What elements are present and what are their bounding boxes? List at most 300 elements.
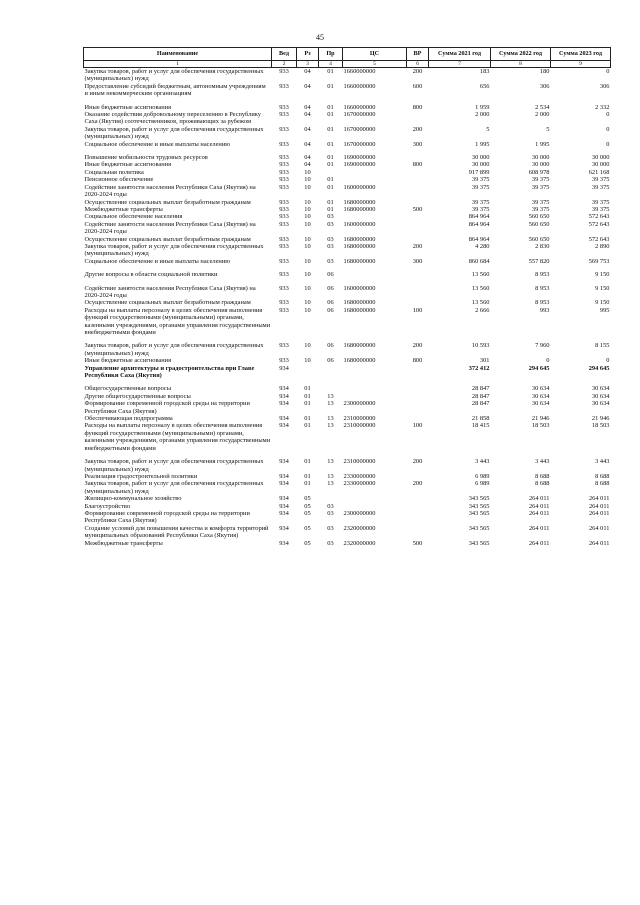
cell-sum-2022: 560 650 bbox=[528, 235, 550, 243]
cell-sum-2023: 8 155 bbox=[595, 342, 610, 350]
cell-name: Предоставление субсидий бюджетным, автономным учреждениям и иным некоммерческим организациям bbox=[84, 82, 266, 98]
cell-ved: 933 bbox=[279, 284, 289, 292]
cell-sum-2022: 0 bbox=[546, 357, 550, 365]
cell-vr bbox=[407, 285, 429, 300]
cell-cs: 1660000000 bbox=[343, 68, 376, 75]
cell-cs: 1600000000 bbox=[343, 284, 376, 292]
cell-sum-2022: 294 645 bbox=[528, 364, 550, 372]
cell-sum-2023: 572 643 bbox=[588, 220, 610, 228]
cell-sum-2022: 39 375 bbox=[531, 198, 550, 206]
cell-sum-2021: 864 964 bbox=[468, 213, 490, 221]
cell-sum-2023: 30 000 bbox=[591, 161, 610, 169]
cell-sum-2023: 0 bbox=[606, 357, 610, 365]
table-row bbox=[84, 342, 611, 357]
cell-ved: 933 bbox=[279, 213, 289, 221]
cell-rz: 05 bbox=[304, 509, 311, 517]
cell-sum-2023: 30 000 bbox=[591, 154, 610, 162]
header-name: Наименование bbox=[84, 48, 272, 61]
cell-cs: 2320000000 bbox=[343, 539, 376, 547]
cell-cs bbox=[343, 271, 407, 278]
cell-vr bbox=[407, 299, 429, 306]
cell-cs: 2310000000 bbox=[343, 458, 376, 466]
cell-cs: 1670000000 bbox=[343, 125, 376, 133]
cell-sum-2022: 1 995 bbox=[535, 140, 550, 148]
table-row bbox=[84, 503, 611, 510]
cell-pr: 03 bbox=[327, 539, 334, 547]
cell-pr: 13 bbox=[327, 415, 334, 423]
cell-name: Расходы на выплаты персоналу в целях обеспечения выполнения функций государственными (муниципальными) органами, казенными учреждениями, органами управления государственными внебюджетными фондами bbox=[84, 306, 271, 336]
cell-sum-2022: 8 953 bbox=[535, 284, 550, 292]
cell-sum-2021: 30 000 bbox=[471, 154, 490, 162]
cell-rz: 10 bbox=[304, 176, 311, 184]
cell-sum-2021: 6 989 bbox=[475, 480, 490, 488]
cell-sum-2021: 18 415 bbox=[471, 422, 490, 430]
column-number: 6 bbox=[407, 61, 429, 68]
cell-sum-2022: 306 bbox=[539, 82, 550, 90]
cell-sum-2022: 8 953 bbox=[535, 271, 550, 279]
cell-vr: 300 bbox=[412, 257, 423, 265]
cell-ved: 934 bbox=[279, 539, 289, 547]
table-row bbox=[84, 161, 611, 168]
column-number: 7 bbox=[429, 61, 491, 68]
cell-sum-2021: 28 847 bbox=[471, 400, 490, 408]
table-row bbox=[84, 422, 611, 452]
cell-sum-2021: 21 858 bbox=[471, 415, 490, 423]
cell-cs: 1690000000 bbox=[343, 161, 376, 169]
cell-name: Формирование современной городской среды на территории Республики Саха (Якутия) bbox=[84, 400, 250, 415]
cell-sum-2023: 0 bbox=[606, 140, 610, 148]
cell-sum-2023: 572 643 bbox=[588, 235, 610, 243]
page-number: 45 bbox=[316, 33, 324, 42]
cell-pr: 06 bbox=[327, 357, 334, 365]
cell-vr bbox=[407, 400, 429, 415]
table-header-row bbox=[84, 48, 611, 61]
cell-sum-2023: 30 634 bbox=[591, 392, 610, 400]
table-row bbox=[84, 206, 611, 213]
table-row bbox=[84, 473, 611, 480]
cell-sum-2022: 993 bbox=[539, 306, 550, 314]
cell-rz: 04 bbox=[304, 161, 311, 169]
cell-vr bbox=[407, 271, 429, 278]
cell-rz: 10 bbox=[304, 271, 311, 279]
header-rz: Рз bbox=[297, 48, 319, 61]
cell-ved: 933 bbox=[279, 161, 289, 169]
cell-sum-2023: 0 bbox=[606, 111, 610, 119]
cell-name: Закупка товаров, работ и услуг для обеспечения государственных (муниципальных) нужд bbox=[84, 342, 264, 357]
cell-rz: 10 bbox=[304, 257, 311, 265]
cell-cs bbox=[343, 393, 407, 400]
cell-ved: 933 bbox=[279, 103, 289, 111]
table-row bbox=[84, 221, 611, 236]
cell-cs: 1600000000 bbox=[343, 183, 376, 191]
cell-vr bbox=[407, 510, 429, 525]
cell-name: Иные бюджетные ассигнования bbox=[84, 103, 172, 111]
cell-ved: 933 bbox=[279, 111, 289, 119]
cell-cs bbox=[343, 176, 407, 183]
cell-pr: 01 bbox=[327, 140, 334, 148]
cell-cs: 1680000000 bbox=[343, 205, 376, 213]
cell-cs: 2310000000 bbox=[343, 415, 376, 423]
cell-rz: 01 bbox=[304, 385, 311, 393]
cell-sum-2021: 343 565 bbox=[468, 524, 490, 532]
cell-cs: 1680000000 bbox=[343, 299, 376, 307]
cell-sum-2022: 180 bbox=[539, 68, 550, 75]
cell-pr: 01 bbox=[327, 82, 334, 90]
cell-pr: 01 bbox=[327, 125, 334, 133]
cell-cs bbox=[343, 213, 407, 220]
cell-sum-2023: 2 890 bbox=[595, 242, 610, 250]
table-body bbox=[84, 68, 611, 547]
cell-sum-2021: 4 280 bbox=[475, 242, 490, 250]
cell-sum-2022: 560 650 bbox=[528, 213, 550, 221]
cell-cs: 1660000000 bbox=[343, 82, 376, 90]
cell-vr: 500 bbox=[412, 539, 423, 547]
cell-cs: 1680000000 bbox=[343, 306, 376, 314]
cell-sum-2022: 264 011 bbox=[528, 539, 550, 547]
cell-rz: 05 bbox=[304, 502, 311, 510]
cell-sum-2021: 13 560 bbox=[471, 284, 490, 292]
cell-sum-2021: 39 375 bbox=[471, 183, 490, 191]
cell-name: Пенсионное обеспечение bbox=[84, 176, 154, 184]
cell-rz: 01 bbox=[304, 422, 311, 430]
cell-vr: 600 bbox=[412, 82, 423, 90]
cell-rz: 10 bbox=[304, 235, 311, 243]
cell-sum-2023: 39 375 bbox=[591, 183, 610, 191]
cell-ved: 933 bbox=[279, 205, 289, 213]
cell-cs bbox=[343, 365, 407, 380]
cell-pr: 01 bbox=[327, 111, 334, 119]
cell-name: Закупка товаров, работ и услуг для обеспечения государственных (муниципальных) нужд bbox=[84, 125, 264, 141]
cell-rz: 04 bbox=[304, 68, 311, 75]
cell-ved: 933 bbox=[279, 68, 289, 75]
cell-sum-2022: 8 688 bbox=[535, 472, 550, 480]
cell-sum-2022: 264 011 bbox=[528, 502, 550, 510]
cell-name: Формирование современной городской среды на территории Республики Саха (Якутия) bbox=[84, 509, 250, 525]
cell-ved: 934 bbox=[279, 364, 289, 372]
cell-pr: 03 bbox=[327, 213, 334, 221]
column-number: 9 bbox=[551, 61, 611, 68]
header-pr: Пр bbox=[319, 48, 343, 61]
cell-pr: 03 bbox=[327, 242, 334, 250]
cell-ved: 933 bbox=[279, 306, 289, 314]
table-row bbox=[84, 154, 611, 161]
cell-sum-2022: 30 000 bbox=[531, 161, 550, 169]
cell-pr: 01 bbox=[327, 68, 334, 75]
cell-ved: 933 bbox=[279, 220, 289, 228]
cell-sum-2021: 864 964 bbox=[468, 235, 490, 243]
column-number: 1 bbox=[84, 61, 272, 68]
cell-sum-2022: 30 634 bbox=[531, 392, 550, 400]
cell-cs: 1670000000 bbox=[343, 140, 376, 148]
table-row bbox=[84, 141, 611, 148]
cell-pr: 01 bbox=[327, 183, 334, 191]
cell-sum-2021: 656 bbox=[479, 82, 490, 90]
cell-rz: 10 bbox=[304, 168, 311, 176]
cell-name: Иные бюджетные ассигнования bbox=[84, 161, 172, 169]
cell-name: Осуществление социальных выплат безработным гражданам bbox=[84, 198, 251, 206]
cell-vr bbox=[407, 213, 429, 220]
cell-sum-2021: 864 964 bbox=[468, 220, 490, 228]
cell-cs: 1680000000 bbox=[343, 257, 376, 265]
table-row bbox=[84, 458, 611, 473]
cell-vr bbox=[407, 184, 429, 199]
column-number: 4 bbox=[319, 61, 343, 68]
header-sum-2023: Сумма 2023 год bbox=[551, 48, 611, 61]
cell-vr bbox=[407, 199, 429, 206]
cell-rz: 10 bbox=[304, 183, 311, 191]
cell-name: Социальная политика bbox=[84, 168, 144, 176]
cell-pr: 01 bbox=[327, 103, 334, 111]
table-row bbox=[84, 169, 611, 176]
cell-rz: 10 bbox=[304, 299, 311, 307]
cell-pr: 01 bbox=[327, 205, 334, 213]
cell-pr: 06 bbox=[327, 299, 334, 307]
cell-sum-2021: 860 684 bbox=[468, 257, 490, 265]
cell-sum-2021: 39 375 bbox=[471, 205, 490, 213]
table-row bbox=[84, 111, 611, 126]
table-row bbox=[84, 184, 611, 199]
table-row bbox=[84, 243, 611, 258]
cell-sum-2023: 39 375 bbox=[591, 176, 610, 184]
table-row bbox=[84, 357, 611, 364]
cell-pr: 13 bbox=[327, 392, 334, 400]
cell-sum-2023: 18 503 bbox=[591, 422, 610, 430]
cell-ved: 934 bbox=[279, 495, 289, 503]
cell-vr: 200 bbox=[412, 125, 423, 133]
cell-sum-2021: 6 989 bbox=[475, 472, 490, 480]
cell-name: Обеспечивающая подпрограмма bbox=[84, 415, 173, 423]
cell-ved: 933 bbox=[279, 176, 289, 184]
cell-cs bbox=[343, 503, 407, 510]
cell-vr: 500 bbox=[412, 205, 423, 213]
cell-sum-2021: 343 565 bbox=[468, 502, 490, 510]
cell-cs: 2310000000 bbox=[343, 422, 376, 430]
cell-sum-2021: 372 412 bbox=[468, 364, 490, 372]
table-row bbox=[84, 104, 611, 111]
cell-vr bbox=[407, 393, 429, 400]
cell-cs: 1670000000 bbox=[343, 111, 376, 119]
cell-sum-2023: 39 375 bbox=[591, 198, 610, 206]
cell-name: Содействие занятости населения Республики Саха (Якутия) на 2020-2024 годы bbox=[84, 284, 256, 299]
cell-name: Повышение мобильности трудовых ресурсов bbox=[84, 154, 208, 162]
cell-sum-2022: 2 534 bbox=[535, 103, 550, 111]
cell-sum-2021: 13 560 bbox=[471, 271, 490, 279]
cell-rz: 10 bbox=[304, 220, 311, 228]
cell-sum-2022: 8 688 bbox=[535, 480, 550, 488]
table-row bbox=[84, 213, 611, 220]
cell-name: Содействие занятости населения Республики Саха (Якутия) на 2020-2024 годы bbox=[84, 220, 256, 236]
cell-cs: 1680000000 bbox=[343, 198, 376, 206]
table-row bbox=[84, 480, 611, 495]
cell-vr: 800 bbox=[412, 103, 423, 111]
cell-name: Межбюджетные трансферты bbox=[84, 539, 163, 547]
cell-name: Социальное обеспечение и иные выплаты населению bbox=[84, 140, 231, 148]
cell-rz: 01 bbox=[304, 480, 311, 488]
cell-ved: 934 bbox=[279, 458, 289, 466]
cell-name: Другие вопросы в области социальной политики bbox=[84, 271, 218, 279]
cell-vr bbox=[407, 221, 429, 236]
cell-sum-2021: 917 899 bbox=[468, 168, 490, 176]
cell-pr: 03 bbox=[327, 257, 334, 265]
table-row bbox=[84, 415, 611, 422]
table-row bbox=[84, 540, 611, 547]
cell-vr bbox=[407, 111, 429, 126]
cell-rz: 10 bbox=[304, 242, 311, 250]
column-number-row bbox=[84, 61, 611, 68]
cell-ved: 934 bbox=[279, 472, 289, 480]
cell-sum-2023: 995 bbox=[599, 306, 610, 314]
header-sum-2021: Сумма 2021 год bbox=[429, 48, 491, 61]
cell-rz: 04 bbox=[304, 125, 311, 133]
table-row bbox=[84, 510, 611, 525]
cell-name: Оказание содействия добровольному переселению в Республику Саха (Якутия) соотечественников, проживающих за рубежом bbox=[84, 111, 261, 126]
cell-sum-2023: 294 645 bbox=[588, 364, 610, 372]
cell-vr: 300 bbox=[412, 140, 423, 148]
table-row bbox=[84, 126, 611, 141]
cell-sum-2023: 621 168 bbox=[588, 168, 610, 176]
cell-rz: 01 bbox=[304, 400, 311, 408]
cell-sum-2021: 1 959 bbox=[475, 103, 490, 111]
cell-vr bbox=[407, 495, 429, 502]
cell-rz: 10 bbox=[304, 198, 311, 206]
cell-sum-2022: 39 375 bbox=[531, 205, 550, 213]
header-cs: ЦС bbox=[343, 48, 407, 61]
cell-ved: 933 bbox=[279, 125, 289, 133]
cell-sum-2023: 264 011 bbox=[588, 495, 610, 503]
cell-vr bbox=[407, 473, 429, 480]
cell-sum-2022: 30 634 bbox=[531, 385, 550, 393]
cell-vr: 100 bbox=[412, 422, 423, 430]
cell-pr: 06 bbox=[327, 342, 334, 350]
cell-cs: 1680000000 bbox=[343, 357, 376, 365]
cell-sum-2022: 7 960 bbox=[535, 342, 550, 350]
column-number: 5 bbox=[343, 61, 407, 68]
cell-sum-2022: 2 000 bbox=[535, 111, 550, 119]
cell-name: Осуществление социальных выплат безработным гражданам bbox=[84, 299, 251, 307]
cell-vr: 200 bbox=[412, 458, 423, 466]
cell-name: Закупка товаров, работ и услуг для обеспечения государственных (муниципальных) нужд bbox=[84, 242, 264, 258]
cell-sum-2022: 30 000 bbox=[531, 154, 550, 162]
cell-ved: 933 bbox=[279, 183, 289, 191]
cell-sum-2023: 21 946 bbox=[591, 415, 610, 423]
table-row bbox=[84, 299, 611, 306]
cell-rz: 10 bbox=[304, 306, 311, 314]
cell-name: Жилищно-коммунальное хозяйство bbox=[84, 495, 182, 503]
cell-sum-2021: 13 560 bbox=[471, 299, 490, 307]
table-row bbox=[84, 258, 611, 265]
cell-ved: 933 bbox=[279, 242, 289, 250]
table-row bbox=[84, 385, 611, 392]
cell-pr: 06 bbox=[327, 284, 334, 292]
cell-sum-2023: 9 150 bbox=[595, 271, 610, 279]
cell-pr bbox=[319, 385, 343, 392]
cell-vr: 100 bbox=[412, 306, 423, 314]
cell-pr: 06 bbox=[327, 271, 334, 279]
cell-ved: 934 bbox=[279, 509, 289, 517]
cell-sum-2022: 264 011 bbox=[528, 495, 550, 503]
cell-ved: 934 bbox=[279, 392, 289, 400]
cell-cs: 1680000000 bbox=[343, 242, 376, 250]
cell-sum-2023: 30 634 bbox=[591, 400, 610, 408]
cell-pr: 03 bbox=[327, 220, 334, 228]
cell-cs: 2330000000 bbox=[343, 472, 376, 480]
cell-vr bbox=[407, 525, 429, 540]
cell-rz: 10 bbox=[304, 205, 311, 213]
cell-ved: 933 bbox=[279, 235, 289, 243]
cell-vr bbox=[407, 415, 429, 422]
cell-name: Другие общегосударственные вопросы bbox=[84, 392, 191, 400]
cell-ved: 933 bbox=[279, 342, 289, 350]
cell-rz: 01 bbox=[304, 415, 311, 423]
cell-sum-2021: 28 847 bbox=[471, 385, 490, 393]
cell-sum-2023: 264 011 bbox=[588, 509, 610, 517]
cell-name: Управление архитектуры и градостроительства при Главе Республики Саха (Якутия) bbox=[84, 364, 255, 380]
cell-vr: 200 bbox=[412, 68, 423, 75]
header-ved: Вед bbox=[272, 48, 297, 61]
cell-vr bbox=[407, 154, 429, 161]
cell-vr bbox=[407, 503, 429, 510]
cell-ved: 933 bbox=[279, 271, 289, 279]
cell-cs: 1690000000 bbox=[343, 154, 376, 162]
cell-pr: 13 bbox=[327, 472, 334, 480]
cell-sum-2023: 2 332 bbox=[595, 103, 610, 111]
cell-rz: 01 bbox=[304, 472, 311, 480]
cell-pr: 03 bbox=[327, 509, 334, 517]
cell-sum-2022: 30 634 bbox=[531, 400, 550, 408]
cell-sum-2022: 21 946 bbox=[531, 415, 550, 423]
cell-pr: 03 bbox=[327, 235, 334, 243]
cell-sum-2021: 10 593 bbox=[471, 342, 490, 350]
cell-rz bbox=[297, 365, 319, 380]
cell-sum-2022: 3 443 bbox=[535, 458, 550, 466]
cell-sum-2021: 30 000 bbox=[471, 161, 490, 169]
cell-cs: 2300000000 bbox=[343, 400, 376, 408]
cell-sum-2022: 5 bbox=[546, 125, 550, 133]
cell-sum-2021: 2 000 bbox=[475, 111, 490, 119]
cell-vr: 200 bbox=[412, 242, 423, 250]
cell-sum-2023: 3 443 bbox=[595, 458, 610, 466]
cell-sum-2023: 30 634 bbox=[591, 385, 610, 393]
cell-name: Общегосударственные вопросы bbox=[84, 385, 172, 393]
cell-pr: 13 bbox=[327, 458, 334, 466]
cell-sum-2022: 608 978 bbox=[528, 168, 550, 176]
table-row bbox=[84, 365, 611, 380]
cell-name: Межбюджетные трансферты bbox=[84, 205, 163, 213]
cell-pr: 13 bbox=[327, 400, 334, 408]
cell-sum-2023: 264 011 bbox=[588, 524, 610, 532]
column-number: 3 bbox=[297, 61, 319, 68]
cell-pr: 06 bbox=[327, 306, 334, 314]
cell-sum-2021: 343 565 bbox=[468, 509, 490, 517]
cell-pr: 13 bbox=[327, 422, 334, 430]
cell-rz: 05 bbox=[304, 495, 311, 503]
cell-cs bbox=[343, 385, 407, 392]
column-number: 2 bbox=[272, 61, 297, 68]
cell-rz: 05 bbox=[304, 539, 311, 547]
cell-sum-2022: 18 503 bbox=[531, 422, 550, 430]
cell-name: Создание условий для повышения качества и комфорта территорий муниципальных образований Республики Саха (Якутия) bbox=[84, 524, 269, 540]
cell-pr: 03 bbox=[327, 524, 334, 532]
cell-cs: 2300000000 bbox=[343, 509, 376, 517]
cell-sum-2023: 264 011 bbox=[588, 539, 610, 547]
table-row bbox=[84, 176, 611, 183]
cell-rz: 05 bbox=[304, 524, 311, 532]
cell-sum-2021: 183 bbox=[479, 68, 490, 75]
table-row bbox=[84, 495, 611, 502]
cell-sum-2021: 301 bbox=[479, 357, 490, 365]
cell-rz: 10 bbox=[304, 357, 311, 365]
table-row bbox=[84, 285, 611, 300]
